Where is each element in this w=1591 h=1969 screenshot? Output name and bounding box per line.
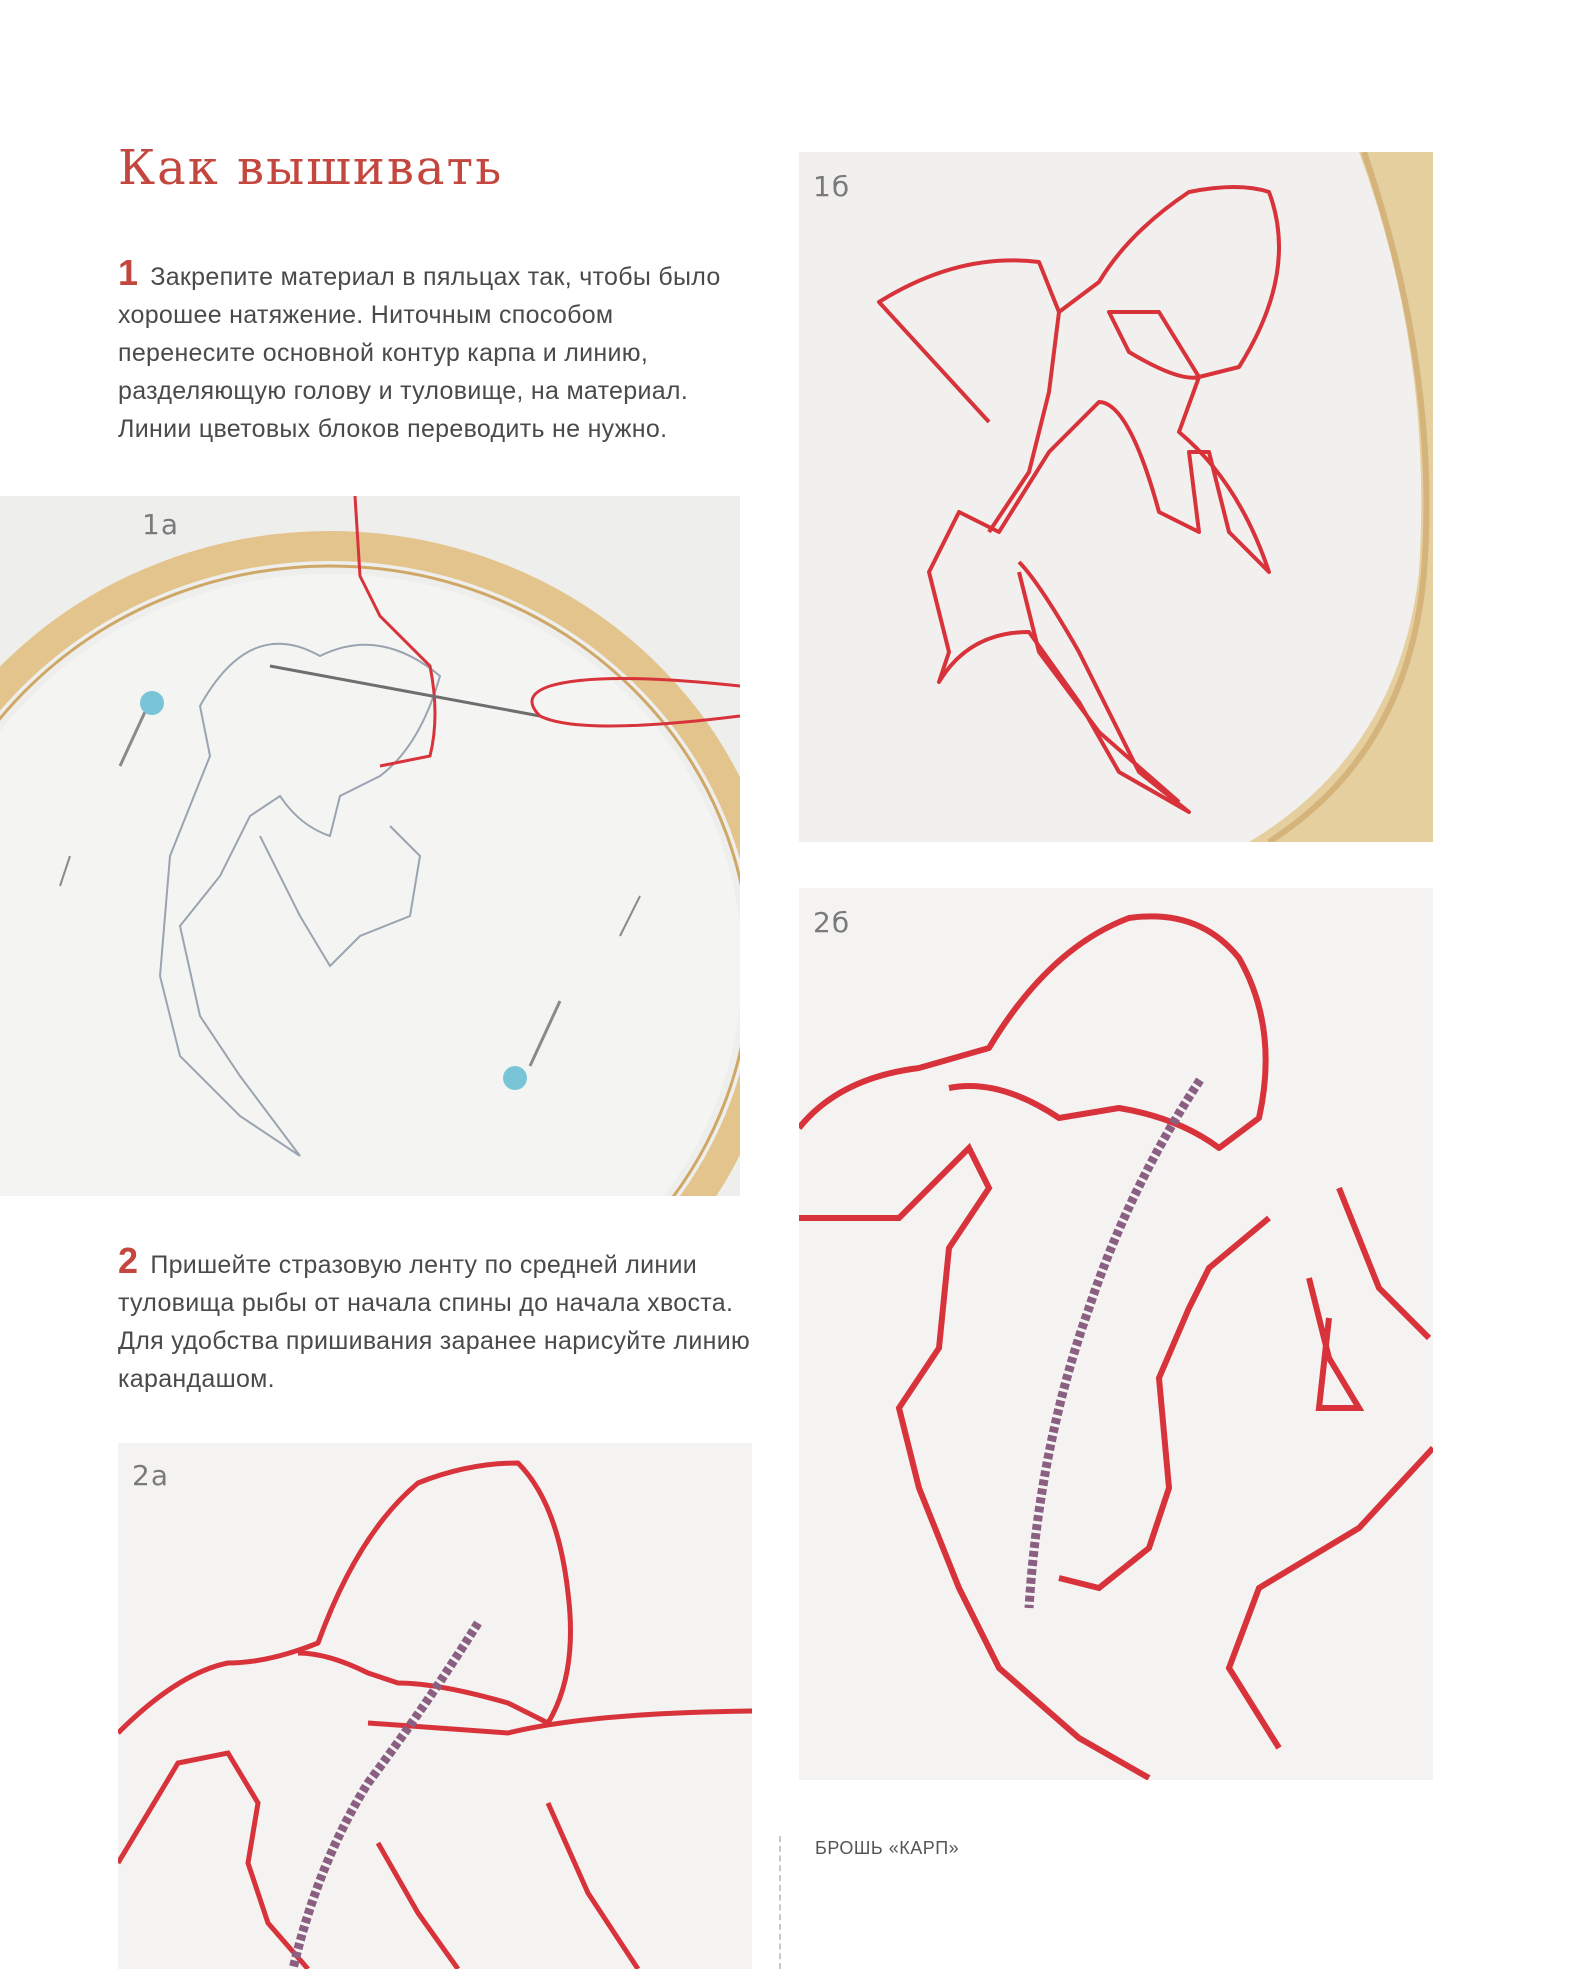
photo-2a xyxy=(118,1443,752,1969)
photo-1a-illustration xyxy=(0,496,740,1196)
step-1-number: 1 xyxy=(118,252,139,293)
page-title: Как вышивать xyxy=(118,140,504,196)
photo-1b-illustration xyxy=(799,152,1433,842)
step-1-body: Закрепите материал в пяльцах так, чтобы было хорошее натяжение. Ниточным способом перенесите основной контур карпа и линию, разделяющую голову и туловище, на материал. Линии цветовых блоков переводить не нужно. xyxy=(118,263,721,443)
photo-1b xyxy=(799,152,1433,842)
footer-caption: БРОШЬ «КАРП» xyxy=(815,1838,960,1858)
step-1-text xyxy=(118,254,758,448)
photo-2b xyxy=(799,888,1433,1780)
photo-1b-label: 1б xyxy=(813,170,851,203)
photo-2a-illustration xyxy=(118,1443,752,1969)
step-2-text xyxy=(118,1242,758,1398)
step-2-body: Пришейте стразовую ленту по средней линии туловища рыбы от начала спины до начала хвоста. Для удобства пришивания заранее нарисуйте линию карандашом. xyxy=(118,1251,751,1393)
footer-divider xyxy=(779,1836,781,1969)
photo-2b-label: 2б xyxy=(813,906,851,939)
step-2-number: 2 xyxy=(118,1240,139,1281)
photo-2b-illustration xyxy=(799,888,1433,1780)
photo-1a-label: 1а xyxy=(142,508,179,541)
photo-2a-label: 2а xyxy=(132,1459,169,1492)
photo-1a xyxy=(0,496,740,1196)
